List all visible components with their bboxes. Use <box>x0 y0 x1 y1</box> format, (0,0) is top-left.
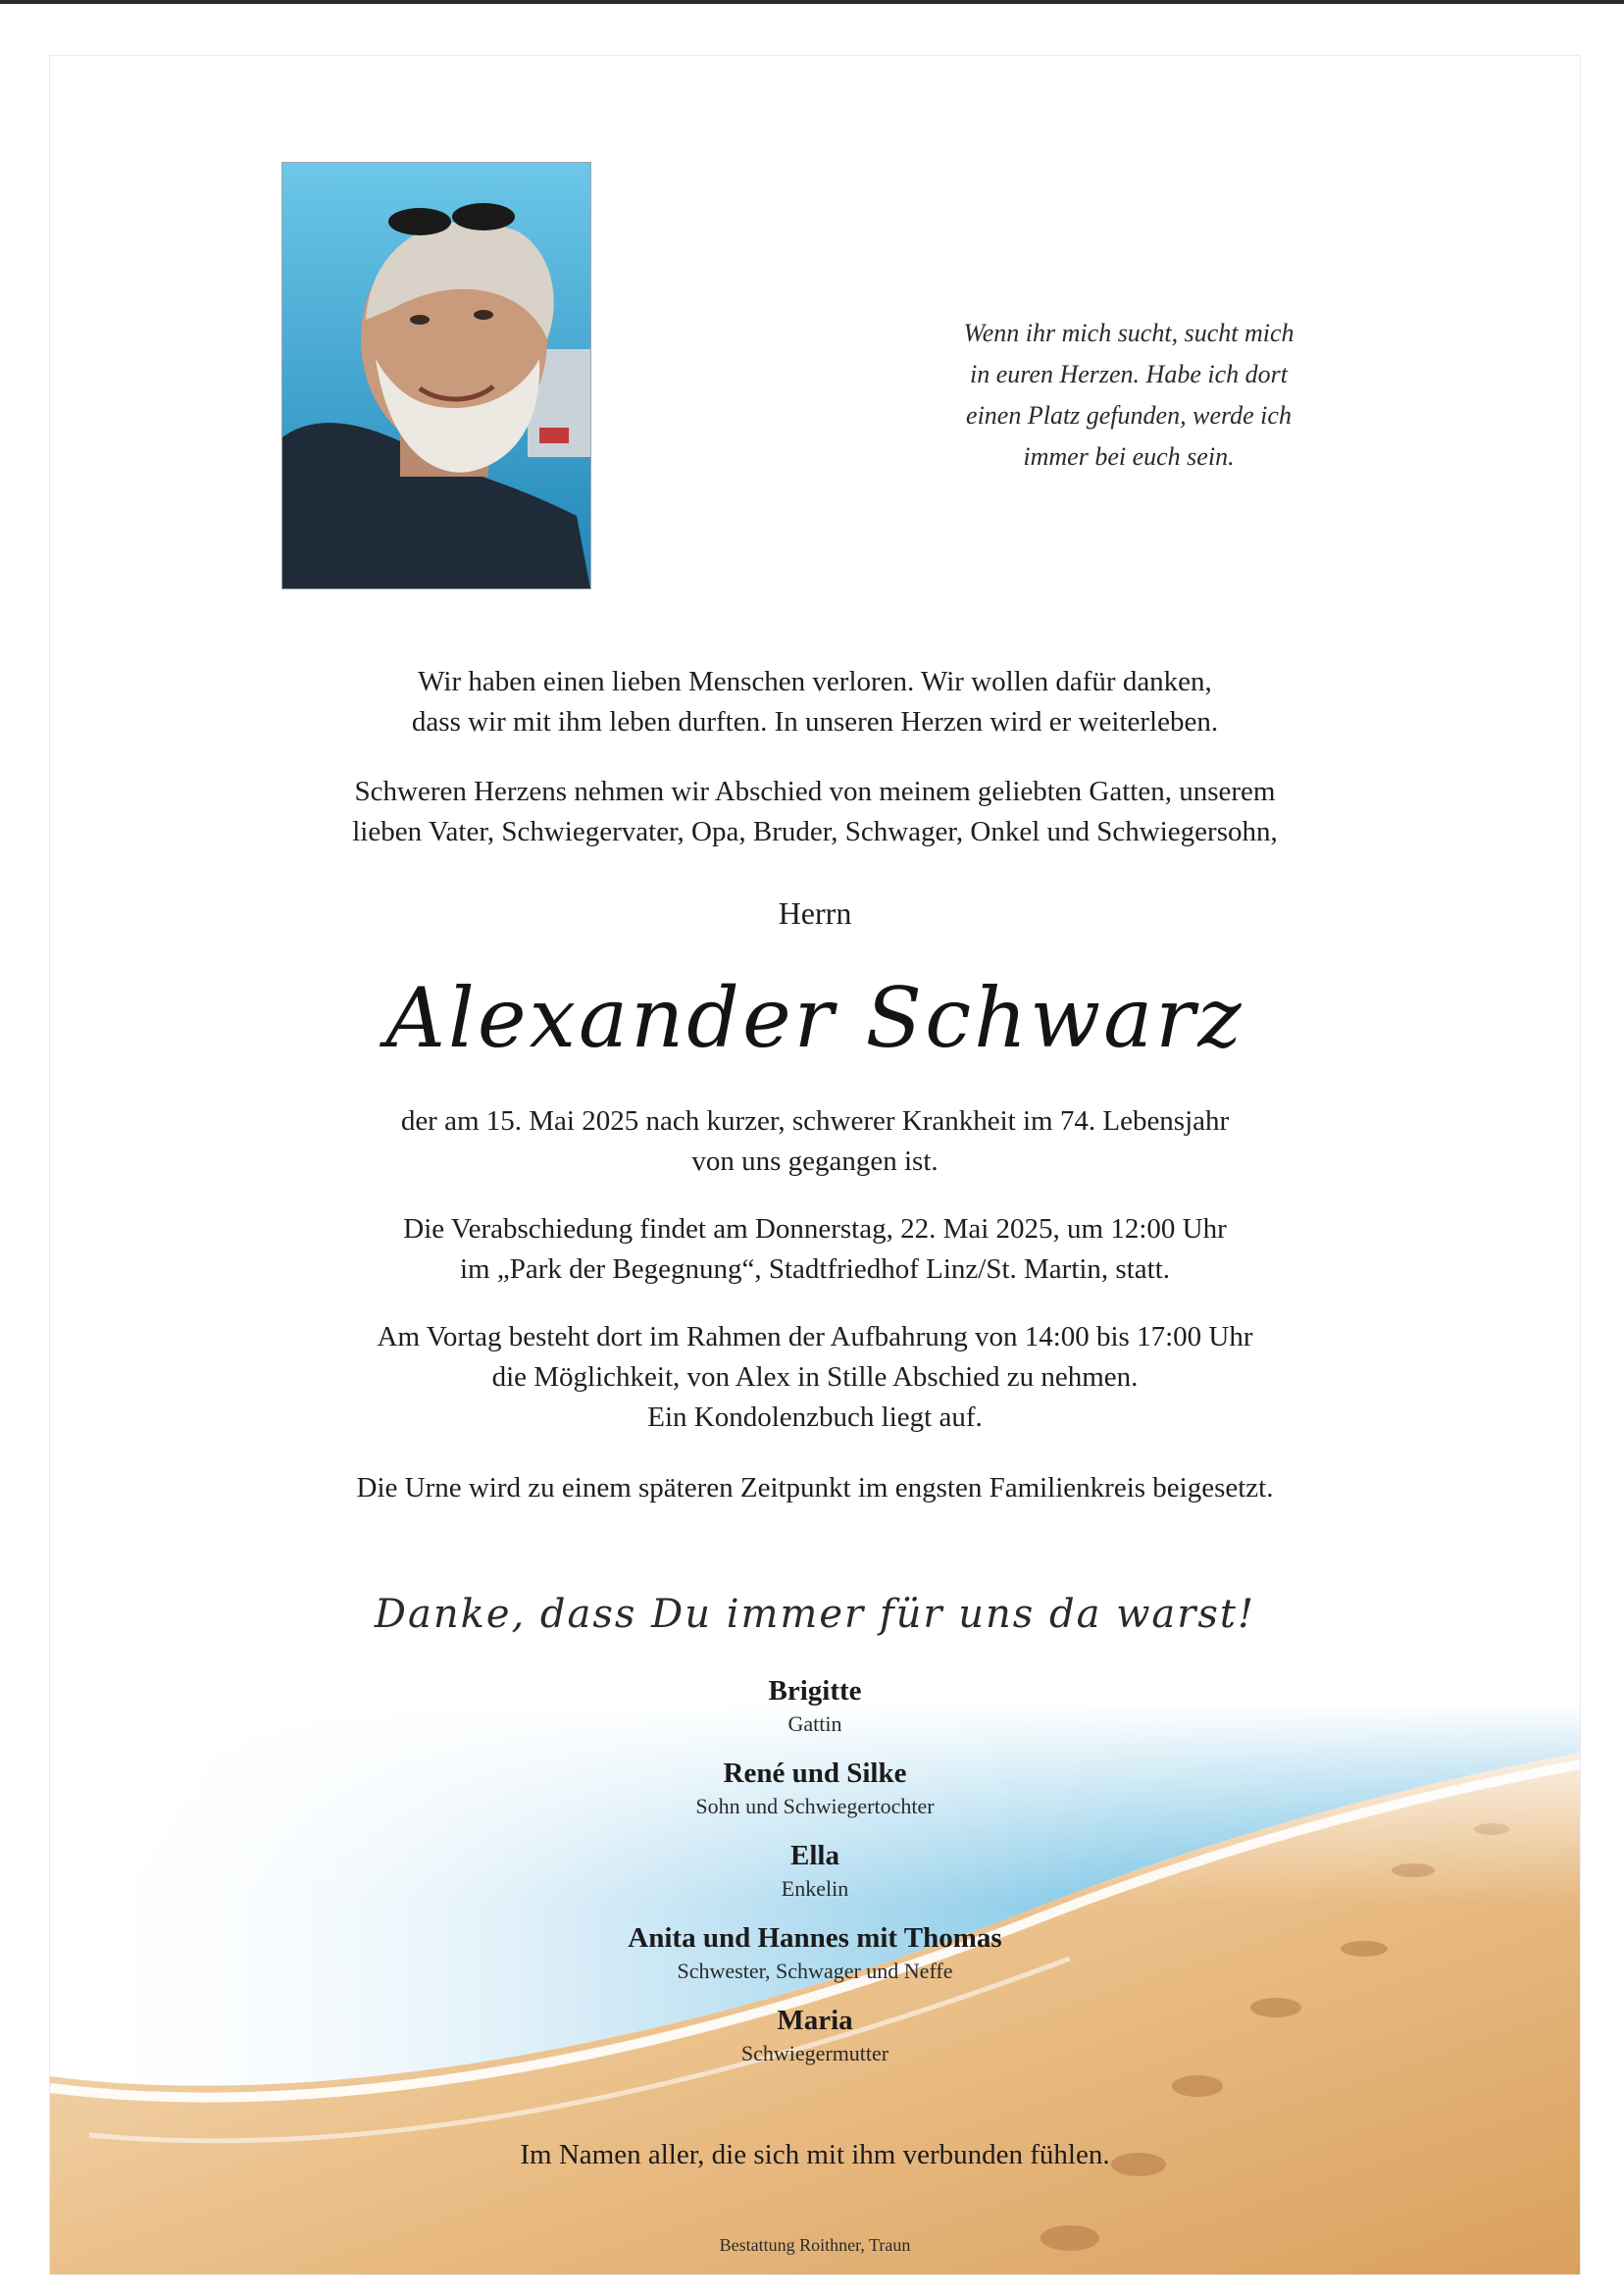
mourner <box>50 1837 1580 1904</box>
mourner <box>50 2002 1580 2068</box>
viewing-line: die Möglichkeit, von Alex in Stille Abschied zu nehmen. <box>491 1361 1139 1393</box>
closing-line: Im Namen aller, die sich mit ihm verbunden fühlen. <box>520 2139 1110 2170</box>
farewell-paragraph <box>50 772 1580 852</box>
obituary-card <box>49 55 1581 2275</box>
poem-line: in euren Herzen. Habe ich dort <box>970 360 1288 388</box>
mourner-relation: Schwiegermutter <box>740 2041 889 2065</box>
ceremony-line: Die Verabschiedung findet am Donnerstag, 22. Mai 2025, um 12:00 Uhr <box>403 1213 1227 1245</box>
intro-line: Wir haben einen lieben Menschen verloren. Wir wollen dafür danken, <box>418 666 1212 697</box>
death-notice-line: der am 15. Mai 2025 nach kurzer, schwerer Krankheit im 74. Lebensjahr <box>400 1105 1230 1137</box>
salutation: Herrn <box>778 895 852 931</box>
mourner <box>50 1755 1580 1821</box>
mourner-relation: Schwester, Schwager und Neffe <box>677 1959 953 1983</box>
mourners-list <box>50 1672 1580 2084</box>
mourner-name: Maria <box>777 2005 853 2036</box>
portrait-photo <box>281 162 591 589</box>
intro-paragraph <box>50 662 1580 742</box>
intro-line: dass wir mit ihm leben durften. In unseren Herzen wird er weiterleben. <box>411 706 1219 738</box>
mourner-relation: Gattin <box>787 1711 842 1736</box>
thanks-line: Danke, dass Du immer für uns da warst! <box>374 1592 1256 1637</box>
death-notice <box>50 1101 1580 1182</box>
mourner-name: Ella <box>790 1840 839 1871</box>
ceremony-paragraph <box>50 1209 1580 1290</box>
mourner-relation: Sohn und Schwiegertochter <box>695 1794 935 1818</box>
farewell-line: Schweren Herzens nehmen wir Abschied von meinem geliebten Gatten, unserem <box>354 776 1276 807</box>
viewing-paragraph <box>50 1317 1580 1438</box>
mourner-name: Brigitte <box>768 1675 862 1707</box>
burial-paragraph <box>50 1468 1580 1508</box>
mourner <box>50 1919 1580 1986</box>
farewell-line: lieben Vater, Schwiegervater, Opa, Bruder, Schwager, Onkel und Schwiegersohn, <box>352 816 1278 847</box>
mourner-name: Anita und Hannes mit Thomas <box>628 1922 1002 1954</box>
viewing-line: Ein Kondolenzbuch liegt auf. <box>647 1402 983 1433</box>
top-rule <box>0 0 1624 4</box>
mourner-name: René und Silke <box>723 1758 907 1789</box>
poem-line: einen Platz gefunden, werde ich <box>966 401 1292 430</box>
poem-line: immer bei euch sein. <box>1023 442 1235 471</box>
mourner-relation: Enkelin <box>781 1876 849 1901</box>
deceased-name: Alexander Schwarz <box>385 970 1244 1066</box>
death-notice-line: von uns gegangen ist. <box>691 1146 939 1177</box>
poem-line: Wenn ihr mich sucht, sucht mich <box>963 319 1294 347</box>
viewing-line: Am Vortag besteht dort im Rahmen der Aufbahrung von 14:00 bis 17:00 Uhr <box>377 1321 1253 1352</box>
poem <box>913 313 1345 478</box>
undertaker-credit: Bestattung Roithner, Traun <box>719 2235 911 2255</box>
mourner <box>50 1672 1580 1739</box>
ceremony-line: im „Park der Begegnung“, Stadtfriedhof Linz/St. Martin, statt. <box>459 1253 1171 1285</box>
burial-line: Die Urne wird zu einem späteren Zeitpunkt im engsten Familienkreis beigesetzt. <box>356 1472 1274 1504</box>
